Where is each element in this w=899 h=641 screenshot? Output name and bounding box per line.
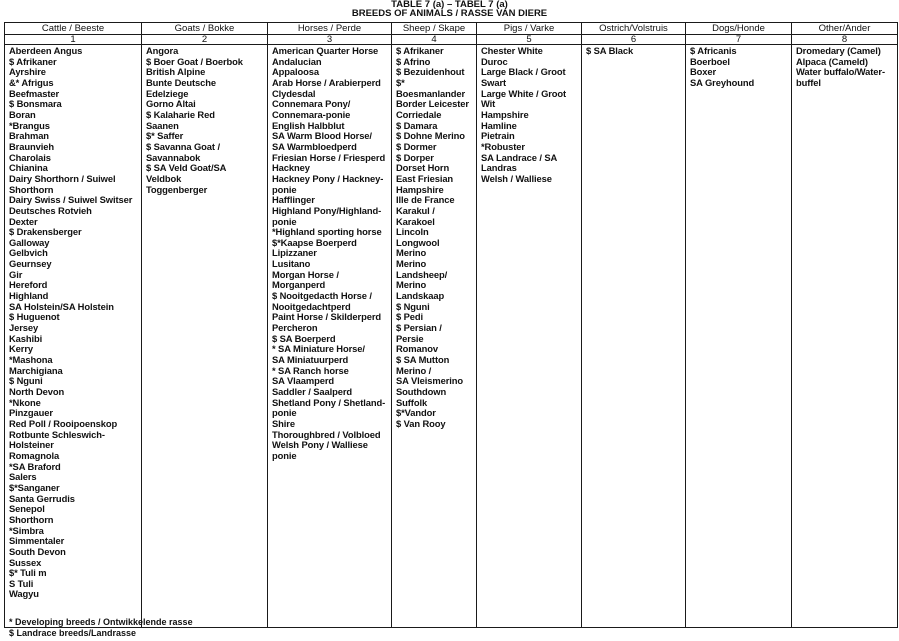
breed-item: Wagyu [9, 589, 39, 600]
breed-item: Boran [9, 109, 36, 120]
breed-item: Ayrshire [9, 67, 46, 78]
breed-item: Galloway [9, 237, 50, 248]
breed-item: Border Leicester [396, 99, 469, 110]
breed-item: Shorthorn [9, 514, 54, 525]
breed-item: $ Dormer [396, 141, 437, 152]
breed-item: Simmentaler [9, 536, 65, 547]
breed-item: Morgan Horse / [272, 269, 339, 280]
breed-item: ponie [272, 450, 297, 461]
breed-item: Morganperd [272, 280, 326, 291]
breed-item: $ SA Veld Goat/SA [146, 163, 227, 174]
breed-item: Edelziege [146, 88, 189, 99]
breed-item: * SA Miniature Horse/ [272, 344, 365, 355]
breed-item: Pinzgauer [9, 408, 53, 419]
breed-item: Water buffalo/Water- [796, 67, 885, 78]
breed-item: SA Landrace / SA [481, 152, 558, 163]
breed-item: Hackney [272, 163, 310, 174]
breed-item: Landskaap [396, 291, 445, 302]
breed-list [392, 46, 476, 430]
breed-item: Dairy Swiss / Suiwel Switser [9, 195, 133, 206]
body-row [5, 45, 898, 628]
breed-item: English Halbblut [272, 120, 345, 131]
breed-item: Arab Horse / Arabierperd [272, 77, 381, 88]
breed-item: Southdown [396, 387, 447, 397]
breed-item: American Quarter Horse [272, 46, 379, 56]
breed-column [268, 45, 392, 628]
breed-item: Hafflinger [272, 195, 315, 206]
breed-item: Bunte Deutsche [146, 77, 216, 88]
breed-item: *Simbra [9, 525, 44, 536]
breed-item: $*Kaapse Boerperd [272, 237, 357, 248]
breed-column [392, 45, 477, 628]
breed-item: $ Drakensberger [9, 227, 82, 238]
breed-item: Connemara Pony/ [272, 99, 351, 110]
breed-item: *Nkone [9, 397, 41, 408]
breed-item: Persie [396, 333, 424, 344]
breed-item: $ Afrikaner [9, 56, 57, 67]
column-header: Other/Ander [792, 23, 898, 35]
breed-item: $ Van Rooy [396, 418, 446, 429]
breed-item: Jersey [9, 323, 39, 334]
breed-item: Kashibi [9, 333, 43, 344]
breed-item: SA Warm Blood Horse/ [272, 131, 372, 142]
breed-item: Wit [481, 99, 496, 110]
breed-item: SA Greyhound [690, 77, 755, 88]
breed-item: Corriedale [396, 109, 442, 120]
breed-item: Hampshire [481, 109, 529, 120]
footnotes [9, 617, 193, 639]
breed-item: $* Tuli m [9, 568, 47, 579]
column-header: Pigs / Varke [477, 23, 582, 35]
breed-item: Braunvieh [9, 141, 54, 152]
breed-item: Lusitano [272, 259, 311, 270]
breed-item: SA Vleismerino [396, 376, 464, 387]
breed-item: Thoroughbred / Volbloed [272, 429, 381, 440]
breed-list [792, 46, 897, 89]
breed-item: Saddler / Saalperd [272, 387, 353, 397]
breed-item: Percheron [272, 323, 318, 334]
breed-item: Romagnola [9, 450, 60, 461]
breed-item: Appaloosa [272, 67, 320, 78]
breed-item: *Robuster [481, 141, 525, 152]
breed-column [686, 45, 792, 628]
breed-list [477, 46, 581, 185]
breed-item: * SA Ranch horse [272, 365, 349, 376]
breed-list [686, 46, 791, 89]
breed-item: Angora [146, 46, 179, 56]
breed-item: $ Dohne Merino [396, 131, 465, 142]
column-number: 3 [268, 35, 392, 45]
breed-item: Nooitgedachtperd [272, 301, 351, 312]
breed-item: Sussex [9, 557, 42, 568]
breed-item: Marchigiana [9, 365, 63, 376]
breed-list [268, 46, 391, 462]
footnote-landrace: $ Landrace breeds/Landrasse [9, 628, 137, 638]
breed-item: SA Warmbloedperd [272, 141, 357, 152]
breed-item: Chianina [9, 163, 48, 174]
column-header: Dogs/Honde [686, 23, 792, 35]
breed-item: Dromedary (Camel) [796, 46, 881, 56]
breed-item: Gelbvich [9, 248, 48, 259]
breed-item: Pietrain [481, 131, 515, 142]
breed-item: $* Saffer [146, 131, 184, 142]
breed-item: Karakul / [396, 205, 435, 216]
breed-item: Hackney Pony / Hackney- [272, 173, 384, 184]
breed-item: $* [396, 77, 405, 88]
breed-item: Boerboel [690, 56, 730, 67]
breed-item: Dexter [9, 216, 38, 227]
breed-item: Deutsches Rotvieh [9, 205, 92, 216]
breed-item: Karakoel [396, 216, 435, 227]
breed-item: Merino [396, 259, 427, 270]
breed-list [582, 46, 685, 57]
breed-column [792, 45, 898, 628]
breed-item: Andalucian [272, 56, 322, 67]
breed-item: Merino [396, 248, 427, 259]
breed-item: Beefmaster [9, 88, 60, 99]
breed-item: *Mashona [9, 355, 53, 366]
breed-item: $ Bezuidenhout [396, 67, 465, 78]
table-title-block [0, 0, 899, 19]
breed-item: $ Nooitgedacth Horse / [272, 291, 372, 302]
breed-item: Highland [9, 291, 49, 302]
breed-item: Kerry [9, 344, 33, 355]
breed-item: Red Poll / Rooipoenskop [9, 418, 118, 429]
breed-item: British Alpine [146, 67, 206, 78]
column-number: 2 [142, 35, 268, 45]
breed-item: ponie [272, 184, 297, 195]
breed-item: Longwool [396, 237, 440, 248]
breed-item: Large White / Groot [481, 88, 567, 99]
header-row [5, 23, 898, 35]
breed-item: Friesian Horse / Friesperd [272, 152, 386, 163]
breed-item: $*Vandor [396, 408, 436, 419]
breed-item: Welsh / Walliese [481, 173, 552, 184]
column-header: Horses / Perde [268, 23, 392, 35]
breed-item: $ Savanna Goat / [146, 141, 220, 152]
breed-item: Chester White [481, 46, 543, 56]
breed-item: &* Afrigus [9, 77, 54, 88]
breed-item: S Tuli [9, 578, 34, 589]
breed-item: Gir [9, 269, 23, 280]
column-header: Cattle / Beeste [5, 23, 142, 35]
breed-item: Lincoln [396, 227, 429, 238]
breed-item: $ Dorper [396, 152, 434, 163]
breed-item: Alpaca (Cameld) [796, 56, 868, 67]
breed-item: Dorset Horn [396, 163, 450, 174]
breed-item: Savannabok [146, 152, 201, 163]
breed-item: $ Nguni [396, 301, 430, 312]
breed-item: Holsteiner [9, 440, 54, 451]
column-number: 6 [582, 35, 686, 45]
number-row [5, 35, 898, 45]
breed-item: Toggenberger [146, 184, 208, 195]
breed-item: SA Vlaamperd [272, 376, 335, 387]
breed-item: Merino [396, 280, 427, 291]
breed-column [5, 45, 142, 628]
breed-item: SA Miniatuurperd [272, 355, 349, 366]
breed-item: $ SA Black [586, 46, 634, 56]
breed-item: Paint Horse / Skilderperd [272, 312, 381, 323]
breed-item: Swart [481, 77, 507, 88]
column-number: 7 [686, 35, 792, 45]
breed-item: Ille de France [396, 195, 455, 206]
breed-item: Clydesdal [272, 88, 316, 99]
breed-list [142, 46, 267, 195]
breed-item: $ Nguni [9, 376, 43, 387]
breed-item: Brahman [9, 131, 49, 142]
breed-item: $ SA Boerperd [272, 333, 336, 344]
breed-item: Gorno Altai [146, 99, 196, 110]
breed-item: *Brangus [9, 120, 50, 131]
breed-item: $ Huguenot [9, 312, 60, 323]
breed-item: $ Persian / [396, 323, 442, 334]
breed-item: Salers [9, 472, 37, 483]
breed-item: $*Sanganer [9, 482, 60, 493]
column-header: Sheep / Skape [392, 23, 477, 35]
breed-item: Landras [481, 163, 517, 174]
breed-column [582, 45, 686, 628]
breed-item: Large Black / Groot [481, 67, 566, 78]
column-number: 4 [392, 35, 477, 45]
breed-item: Aberdeen Angus [9, 46, 83, 56]
breed-item: Suffolk [396, 397, 428, 408]
breed-item: Duroc [481, 56, 508, 67]
breed-item: $ Africanis [690, 46, 737, 56]
breed-item: $ SA Mutton [396, 355, 450, 366]
breed-item: Romanov [396, 344, 439, 355]
breed-item: South Devon [9, 546, 66, 557]
breed-item: Welsh Pony / Walliese [272, 440, 368, 451]
column-number: 1 [5, 35, 142, 45]
breed-item: Hampshire [396, 184, 444, 195]
breed-item: Connemara-ponie [272, 109, 351, 120]
column-number: 5 [477, 35, 582, 45]
breed-item: $ Bonsmara [9, 99, 62, 110]
breed-column [477, 45, 582, 628]
breeds-table [4, 22, 898, 628]
breed-item: $ Pedi [396, 312, 424, 323]
breed-item: *Highland sporting horse [272, 227, 382, 238]
breed-item: buffel [796, 77, 821, 88]
breed-item: North Devon [9, 387, 65, 397]
breed-item: ponie [272, 408, 297, 419]
table-subtitle: BREEDS OF ANIMALS / RASSE VAN DIERE [351, 8, 548, 19]
breed-item: $ Boer Goat / Boerbok [146, 56, 243, 67]
breed-item: Landsheep/ [396, 269, 448, 280]
breed-item: Senepol [9, 504, 45, 515]
breed-item: *SA Braford [9, 461, 61, 472]
column-number: 8 [792, 35, 898, 45]
breed-item: Lipizzaner [272, 248, 317, 259]
table-title: TABLE 7 (a) – TABEL 7 (a) [391, 0, 508, 10]
breed-column [142, 45, 268, 628]
breed-item: Shetland Pony / Shetland- [272, 397, 386, 408]
breed-item: Veldbok [146, 173, 182, 184]
breed-item: ponie [272, 216, 297, 227]
breed-item: $ Kalaharie Red [146, 109, 215, 120]
breed-item: Merino / [396, 365, 432, 376]
breed-item: Hereford [9, 280, 48, 291]
breed-item: East Friesian [396, 173, 454, 184]
breed-item: Saanen [146, 120, 179, 131]
footnote-developing: * Developing breeds / Ontwikkelende rasse [9, 617, 193, 627]
column-header: Goats / Bokke [142, 23, 268, 35]
breed-item: Hamline [481, 120, 517, 131]
breed-item: Santa Gerrudis [9, 493, 75, 504]
breed-item: SA Holstein/SA Holstein [9, 301, 114, 312]
column-header: Ostrich/Volstruis [582, 23, 686, 35]
breed-list [5, 46, 141, 600]
breed-item: Boxer [690, 67, 717, 78]
breed-item: $ Afrino [396, 56, 431, 67]
breed-item: Shire [272, 418, 295, 429]
breed-item: Dairy Shorthorn / Suiwel [9, 173, 116, 184]
breed-item: Geurnsey [9, 259, 52, 270]
breed-item: Boesmanlander [396, 88, 466, 99]
breed-item: $ Damara [396, 120, 438, 131]
breed-item: Rotbunte Schleswich- [9, 429, 105, 440]
breed-item: Charolais [9, 152, 51, 163]
breed-item: $ Afrikaner [396, 46, 444, 56]
breed-item: Highland Pony/Highland- [272, 205, 382, 216]
breed-item: Shorthorn [9, 184, 54, 195]
